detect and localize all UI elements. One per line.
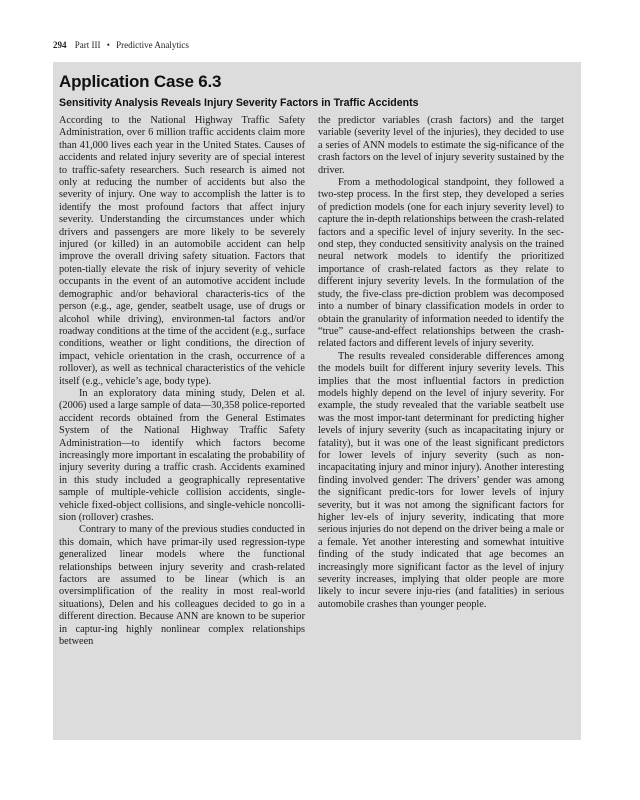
case-subtitle: Sensitivity Analysis Reveals Injury Severity Factors in Traffic Accidents <box>59 97 419 109</box>
paragraph: From a methodological standpoint, they followed a two-step process. In the first step, they developed a series of prediction models (one for each injury severity level) to capture the in-depth relationships between the crash-related factors and a specific level of injury severity. In the sec-ond step, they conducted sensitivity analysis on the trained neural network models to identify the prioritized importance of crash-related factors as they relate to different injury severity levels. In the formulation of the study, the five-class pre-diction problem was decomposed into a number of binary classification models in order to obtain the granularity of information needed to identify the “true” cause-and-effect relationships between the crash-related factors and different levels of injury severity. <box>318 177 564 350</box>
left-column <box>59 115 305 648</box>
paragraph: According to the National Highway Traffic Safety Administration, over 6 million traffic accidents claim more than 41,000 lives each year in the United States. Causes of accidents and related injury severity are of special interest to traffic-safety researchers. Such research is aimed not only at reducing the number of accidents but also the severity of injury. One way to accomplish the latter is to identify the most profound factors that affect injury severity. Understanding the circumstances under which drivers and passengers are more likely to be severely injured (or killed) in an automobile accident can help improve the overall driving safety situation. Factors that poten-tially elevate the risk of injury severity of vehicle occupants in the event of an automotive accident include demographic and/or behavioral characteris-tics of the person (e.g., age, gender, seatbelt usage, use of drugs or alcohol while driving), environmen-tal factors and/or roadway conditions at the time of the accident (e.g., surface conditions, weather or light conditions, the direction of impact, vehicle orientation in the crash, occurrence of a rollover), as well as technical characteristics of the vehicle itself (e.g., vehicle’s age, body type). <box>59 115 305 387</box>
section-label: Predictive Analytics <box>116 40 189 50</box>
case-title: Application Case 6.3 <box>59 72 222 91</box>
paragraph: Contrary to many of the previous studies conducted in this domain, which have primar-ily used regression-type generalized linear models where the functional relationships between injury severity and crash-related factors are assumed to be linear (which is an oversimplification of the reality in most real-world situations), Delen and his colleagues decided to go in a different direction. Because ANN are known to be superior in captur-ing highly nonlinear complex relationships between <box>59 524 305 648</box>
application-case-panel <box>53 62 581 740</box>
part-label: Part III <box>74 40 101 50</box>
running-head <box>53 40 593 50</box>
paragraph: the predictor variables (crash factors) and the target variable (severity level of the injuries), they decided to use a series of ANN models to estimate the sig-nificance of the crash factors on the level of injury severity sustained by the driver. <box>318 115 564 176</box>
page-number: 294 <box>53 40 67 50</box>
bullet-separator: • <box>106 40 110 50</box>
right-column <box>318 115 564 611</box>
paragraph: The results revealed considerable differences among the models built for different injury severity levels. This implies that the most influential factors in prediction models highly depend on the level of injury severity. For example, the study revealed that the variable seatbelt use was the most impor-tant determinant for predicting higher levels of injury severity (such as incapacitating injury or fatality), but it was one of the least significant predictors for lower levels of injury severity (such as non-incapacitating injury and minor injury). Another interesting finding involved gender: The drivers’ gender was among the significant predic-tors for lower levels of injury severity, but it was not among the significant factors for higher lev-els of injury severity, indicating that more serious injuries do not depend on the driver being a male or a female. Yet another interesting and somewhat intuitive finding of the study indicated that age becomes an increasingly more significant factor as the level of injury severity increases, implying that older people are more likely to incur severe inju-ries (and fatalities) in serious automobile crashes than younger people. <box>318 350 564 610</box>
paragraph: In an exploratory data mining study, Delen et al. (2006) used a large sample of data—30,358 police-reported accident records obtained from the General Estimates System of the National Highway Traffic Safety Administration—to identify which factors become increasingly more important in escalating the probability of injury severity during a traffic crash. Accidents examined in this study included a geographically representative sample of multiple-vehicle collision accidents, single-vehicle fixed-object collisions, and single-vehicle noncolli-sion (rollover) crashes. <box>59 387 305 523</box>
